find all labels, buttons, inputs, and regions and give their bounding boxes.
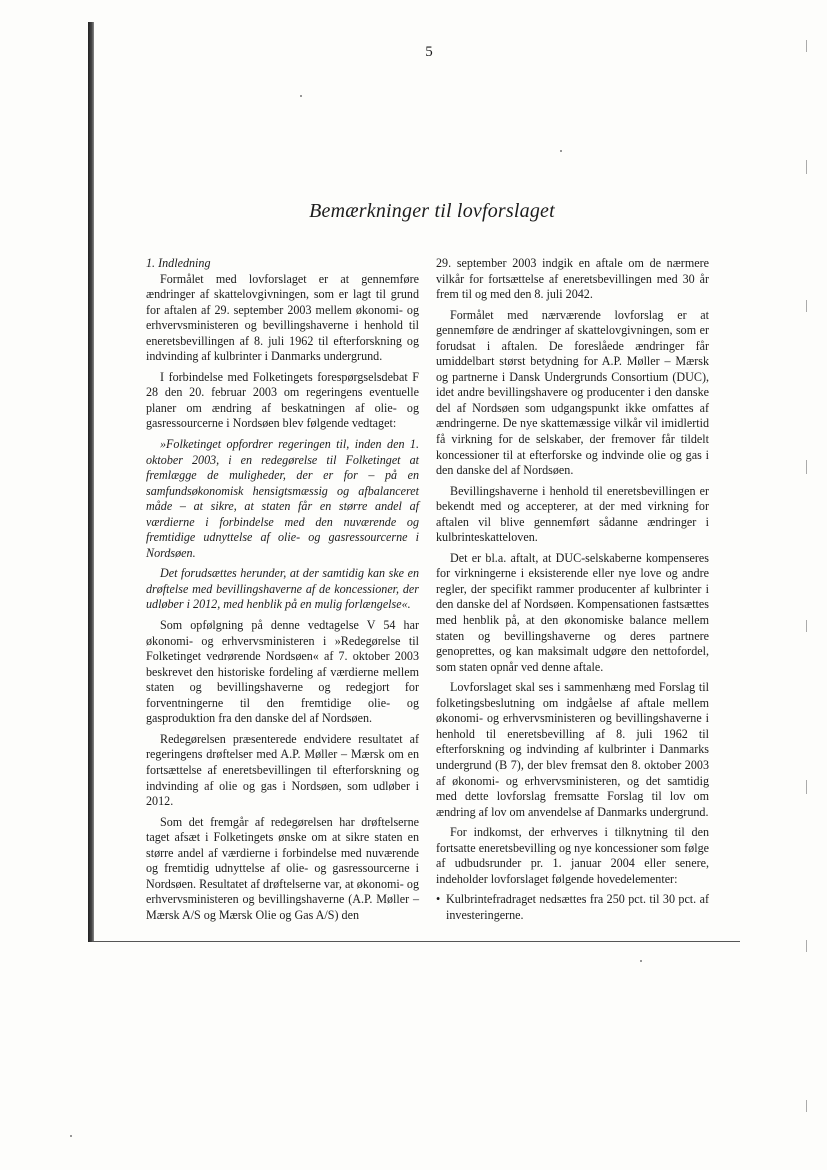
- paragraph: Formålet med nærværende lovforslag er at gennemføre de ændringer af skattelovgivningen, som er forudsat i aftalen. De foreslåede ændringer får umiddelbart størst betydning for A.P. Møller – Mærsk og partnerne i Dansk Undergrunds Consortium (DUC), idet andre bevillingshavere og producenter i den danske del af Nordsøen som udgangspunkt ikke omfattes af ændringerne. De nye skattemæssige vilkår vil imidlertid få virkning for de selskaber, der fremover får tildelt koncessioner til at efterforske og indvinde olie og gas i den danske del af Nordsøen.: [436, 307, 709, 478]
- quoted-paragraph: Det forudsættes herunder, at der samtidig kan ske en drøftelse med bevillingshaverne af de koncessioner, der udløber i 2012, med henblik på en mulig forlængelse«.: [146, 566, 419, 612]
- scan-artifact: [806, 780, 807, 794]
- bottom-rule: [92, 941, 740, 942]
- right-column: [436, 256, 709, 923]
- paragraph: Formålet med lovforslaget er at gennemføre ændringer af skattelovgivningen, som er lagt til grund for aftalen af 29. september 2003 mellem økonomi- og erhvervsministeren og bevillingshaverne i henhold til eneretsbevillingen af 8. juli 1962 til efterforskning og indvinding af kulbrinter i Danmarks undergrund.: [146, 271, 419, 364]
- left-column: [146, 256, 419, 928]
- paragraph: I forbindelse med Folketingets forespørgselsdebat F 28 den 20. februar 2003 om regeringens eventuelle planer om ændring af beskatningen af olie- og gasressourcerne i Nordsøen blev følgende vedtaget:: [146, 369, 419, 431]
- paragraph: 29. september 2003 indgik en aftale om de nærmere vilkår for fortsættelse af eneretsbevillingen med 30 år frem til og med den 8. juli 2042.: [436, 256, 709, 302]
- scan-artifact: [806, 160, 807, 174]
- scan-speck: [560, 150, 562, 152]
- scan-artifact: [806, 940, 807, 952]
- scan-speck: [300, 95, 302, 97]
- scan-speck: [70, 1135, 72, 1137]
- bullet-item: [436, 892, 709, 923]
- scan-artifact: [806, 300, 807, 312]
- scan-artifact: [806, 620, 807, 632]
- scan-speck: [640, 960, 642, 962]
- bullet-icon: •: [436, 892, 441, 907]
- scan-artifact: [806, 1100, 807, 1112]
- section-heading: 1. Indledning: [146, 256, 211, 270]
- paragraph: For indkomst, der erhverves i tilknytning til den fortsatte eneretsbevilling og nye koncessioner som følge af udbudsrunder pr. 1. januar 2004 eller senere, indeholder lovforslaget følgende hovedelementer:: [436, 825, 709, 886]
- paragraph: Som det fremgår af redegørelsen har drøftelserne taget afsæt i Folketingets ønske om at sikre staten en større andel af værdierne i forbindelse med nuværende og fremtidig udnyttelse af olie- og gasressourcerne i Nordsøen. Resultatet af drøftelserne var, at økonomi- og erhvervsministeren og bevillingshaverne (A.P. Møller – Mærsk A/S og Mærsk Olie og Gas A/S) den: [146, 814, 419, 922]
- bullet-text: Kulbrintefradraget nedsættes fra 250 pct. til 30 pct. af investeringerne.: [446, 892, 709, 922]
- paragraph: Lovforslaget skal ses i sammenhæng med Forslag til folketingsbeslutning om indgåelse af aftale mellem økonomi- og erhvervsministeren og bevillingshaverne i henhold til eneretsbevilling af 8. juli 1962 til efterforskning og indvinding af kulbrinter i Danmarks undergrund (B 7), der blev fremsat den 8. oktober 2003 af økonomi- og erhvervsministeren, og det samtidig med dette lovforslag fremsatte Forslag til lov om ændring af lov om anvendelse af Danmarks undergrund.: [436, 680, 709, 819]
- paragraph: Som opfølgning på denne vedtagelse V 54 har økonomi- og erhvervsministeren i »Redegørelse til Folketinget vedrørende Nordsøen« af 7. oktober 2003 beskrevet den historiske fordeling af værdierne mellem staten og bevillingshaverne og redegjort for forventningerne til den fremtidige olie- og gasproduktion fra den danske del af Nordsøen.: [146, 618, 419, 726]
- page-number: 5: [425, 44, 433, 60]
- page-title: Bemærkninger til lovforslaget: [309, 200, 555, 222]
- binding-edge-shadow: [88, 22, 94, 942]
- paragraph: Det er bl.a. aftalt, at DUC-selskaberne kompenseres for virkningerne i eksisterende eller nye love og andre regler, der specifikt rammer producenter af kulbrinter i den danske del af Nordsøen. Kompensationen fastsættes med henblik på, at den økonomiske balance mellem staten og bevillingshaverne og deres partnere genoprettes, og kan maksimalt udgøre den nettofordel, som staten opnår ved denne aftale.: [436, 550, 709, 674]
- quoted-paragraph: »Folketinget opfordrer regeringen til, inden den 1. oktober 2003, i en redegørelse til Folketinget at fremlægge de muligheder, der er for – på en samfundsøkonomisk hensigtsmæssig og afbalanceret måde – at sikre, at staten får en større andel af værdierne i forbindelse med den nuværende og fremtidige udnyttelse af olie- og gasressourcerne i Nordsøen.: [146, 437, 419, 560]
- paragraph: Redegørelsen præsenterede endvidere resultatet af regeringens drøftelser med A.P. Møller – Mærsk om en fortsættelse af eneretsbevillingen til efterforskning og indvinding af olie og gas i Nordsøen, som udløber i 2012.: [146, 731, 419, 809]
- scan-artifact: [806, 40, 807, 52]
- scan-artifact: [806, 460, 807, 474]
- paragraph: Bevillingshaverne i henhold til eneretsbevillingen er bekendt med og accepterer, at der med virkning for aftalen vil blive gennemført sådanne ændringer i kulbrinteskatteloven.: [436, 483, 709, 545]
